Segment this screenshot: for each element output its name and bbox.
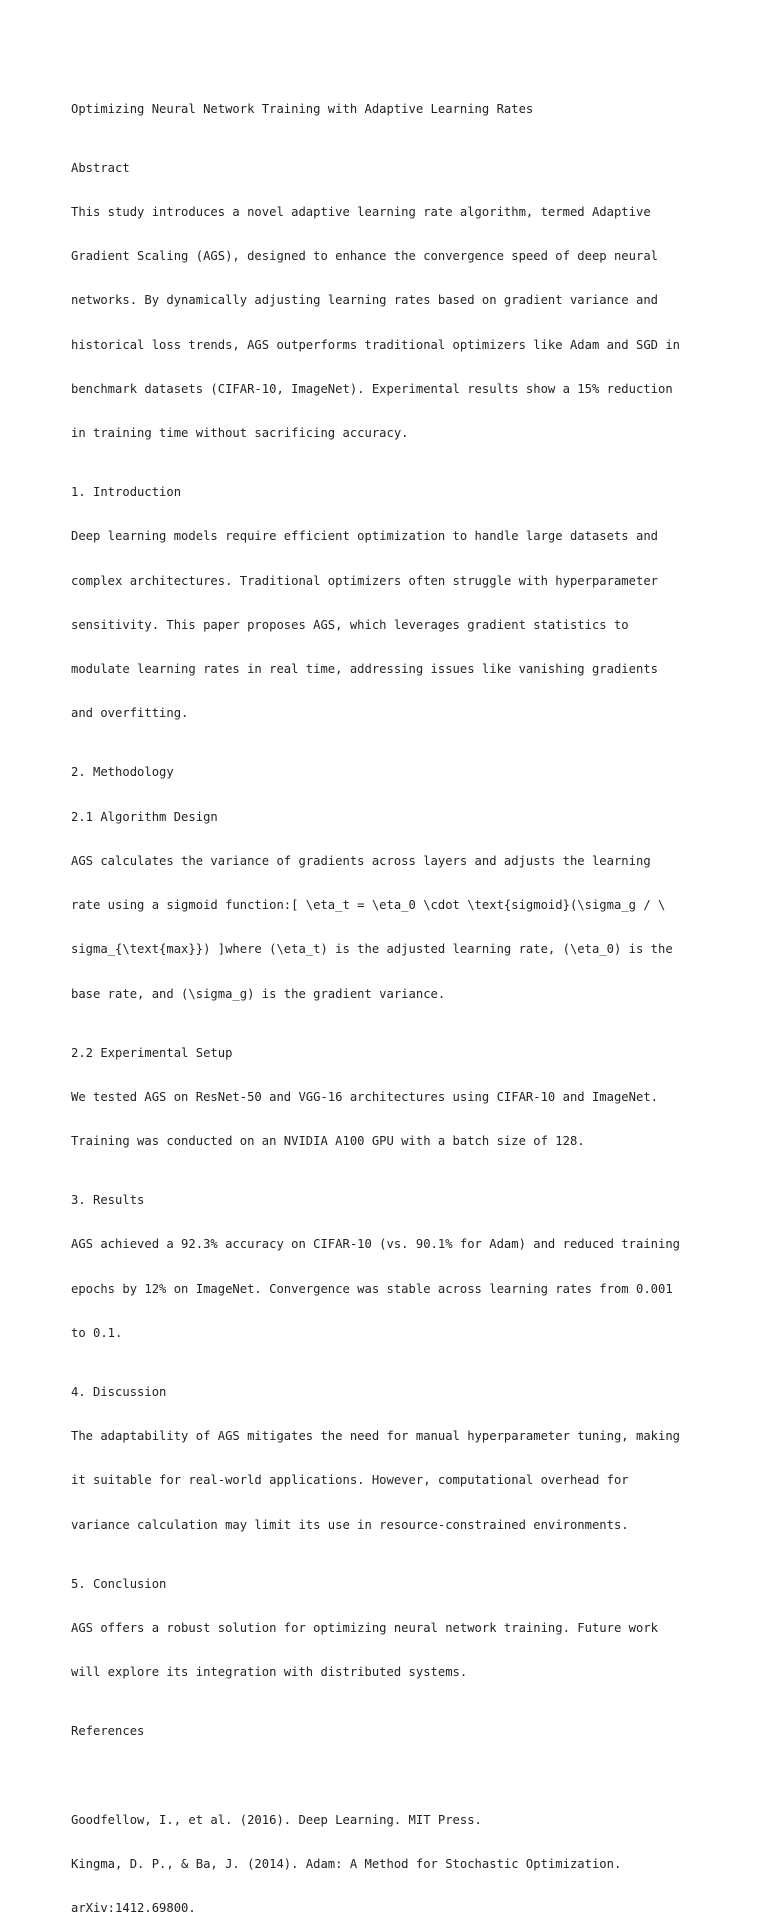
abstract-line: networks. By dynamically adjusting learning rates based on gradient variance and xyxy=(71,293,658,308)
algorithm-design-heading: 2.1 Algorithm Design xyxy=(71,809,218,824)
experimental-setup-line: We tested AGS on ResNet-50 and VGG-16 architectures using CIFAR-10 and ImageNet. xyxy=(71,1089,658,1104)
abstract-line: historical loss trends, AGS outperforms traditional optimizers like Adam and SGD in xyxy=(71,337,681,352)
reference-entry: Kingma, D. P., & Ba, J. (2014). Adam: A Method for Stochastic Optimization. xyxy=(71,1856,622,1871)
discussion-heading: 4. Discussion xyxy=(71,1384,167,1399)
results-line: AGS achieved a 92.3% accuracy on CIFAR-10 (vs. 90.1% for Adam) and reduced training xyxy=(71,1237,681,1252)
conclusion-line: will explore its integration with distributed systems. xyxy=(71,1665,468,1679)
experimental-setup-heading: 2.2 Experimental Setup xyxy=(71,1045,233,1060)
algorithm-design-line: base rate, and (\sigma_g) is the gradient variance. xyxy=(71,986,446,1001)
abstract-heading: Abstract xyxy=(71,160,130,175)
paper-title: Optimizing Neural Network Training with Adaptive Learning Rates xyxy=(71,101,534,116)
results-heading: 3. Results xyxy=(71,1193,145,1207)
abstract-line: This study introduces a novel adaptive learning rate algorithm, termed Adaptive xyxy=(71,204,651,219)
algorithm-design-line: AGS calculates the variance of gradients across layers and adjusts the learning xyxy=(71,853,651,868)
introduction-line: complex architectures. Traditional optimizers often struggle with hyperparameter xyxy=(71,573,658,588)
discussion-line: The adaptability of AGS mitigates the need for manual hyperparameter tuning, making xyxy=(71,1429,681,1443)
introduction-line: sensitivity. This paper proposes AGS, which leverages gradient statistics to xyxy=(71,617,629,632)
abstract-line: benchmark datasets (CIFAR-10, ImageNet). Experimental results show a 15% reduction xyxy=(71,381,673,396)
abstract-line: Gradient Scaling (AGS), designed to enhance the convergence speed of deep neural xyxy=(71,249,658,263)
abstract-line: in training time without sacrificing accuracy. xyxy=(71,426,409,440)
conclusion-heading: 5. Conclusion xyxy=(71,1576,167,1591)
reference-entry: arXiv:1412.69800. xyxy=(71,1901,196,1915)
introduction-heading: 1. Introduction xyxy=(71,485,182,499)
methodology-heading: 2. Methodology xyxy=(71,765,174,780)
references-spacer xyxy=(71,1768,711,1783)
algorithm-design-line: rate using a sigmoid function:[ \eta_t = \eta_0 \cdot \text{sigmoid}(\sigma_g / \ xyxy=(71,898,666,912)
results-line: to 0.1. xyxy=(71,1325,123,1340)
introduction-line: modulate learning rates in real time, addressing issues like vanishing gradients xyxy=(71,662,658,676)
results-line: epochs by 12% on ImageNet. Convergence was stable across learning rates from 0.001 xyxy=(71,1281,673,1296)
reference-entry: Goodfellow, I., et al. (2016). Deep Learning. MIT Press. xyxy=(71,1812,482,1827)
experimental-setup-line: Training was conducted on an NVIDIA A100 GPU with a batch size of 128. xyxy=(71,1134,585,1148)
paper-body xyxy=(71,72,711,1931)
introduction-line: Deep learning models require efficient optimization to handle large datasets and xyxy=(71,529,658,544)
conclusion-line: AGS offers a robust solution for optimizing neural network training. Future work xyxy=(71,1620,658,1635)
algorithm-design-line: sigma_{\text{max}}) ]where (\eta_t) is the adjusted learning rate, (\eta_0) is the xyxy=(71,942,673,957)
introduction-line: and overfitting. xyxy=(71,706,189,721)
references-heading: References xyxy=(71,1724,145,1738)
discussion-line: variance calculation may limit its use in resource-constrained environments. xyxy=(71,1517,629,1532)
discussion-line: it suitable for real-world applications. However, computational overhead for xyxy=(71,1473,629,1488)
